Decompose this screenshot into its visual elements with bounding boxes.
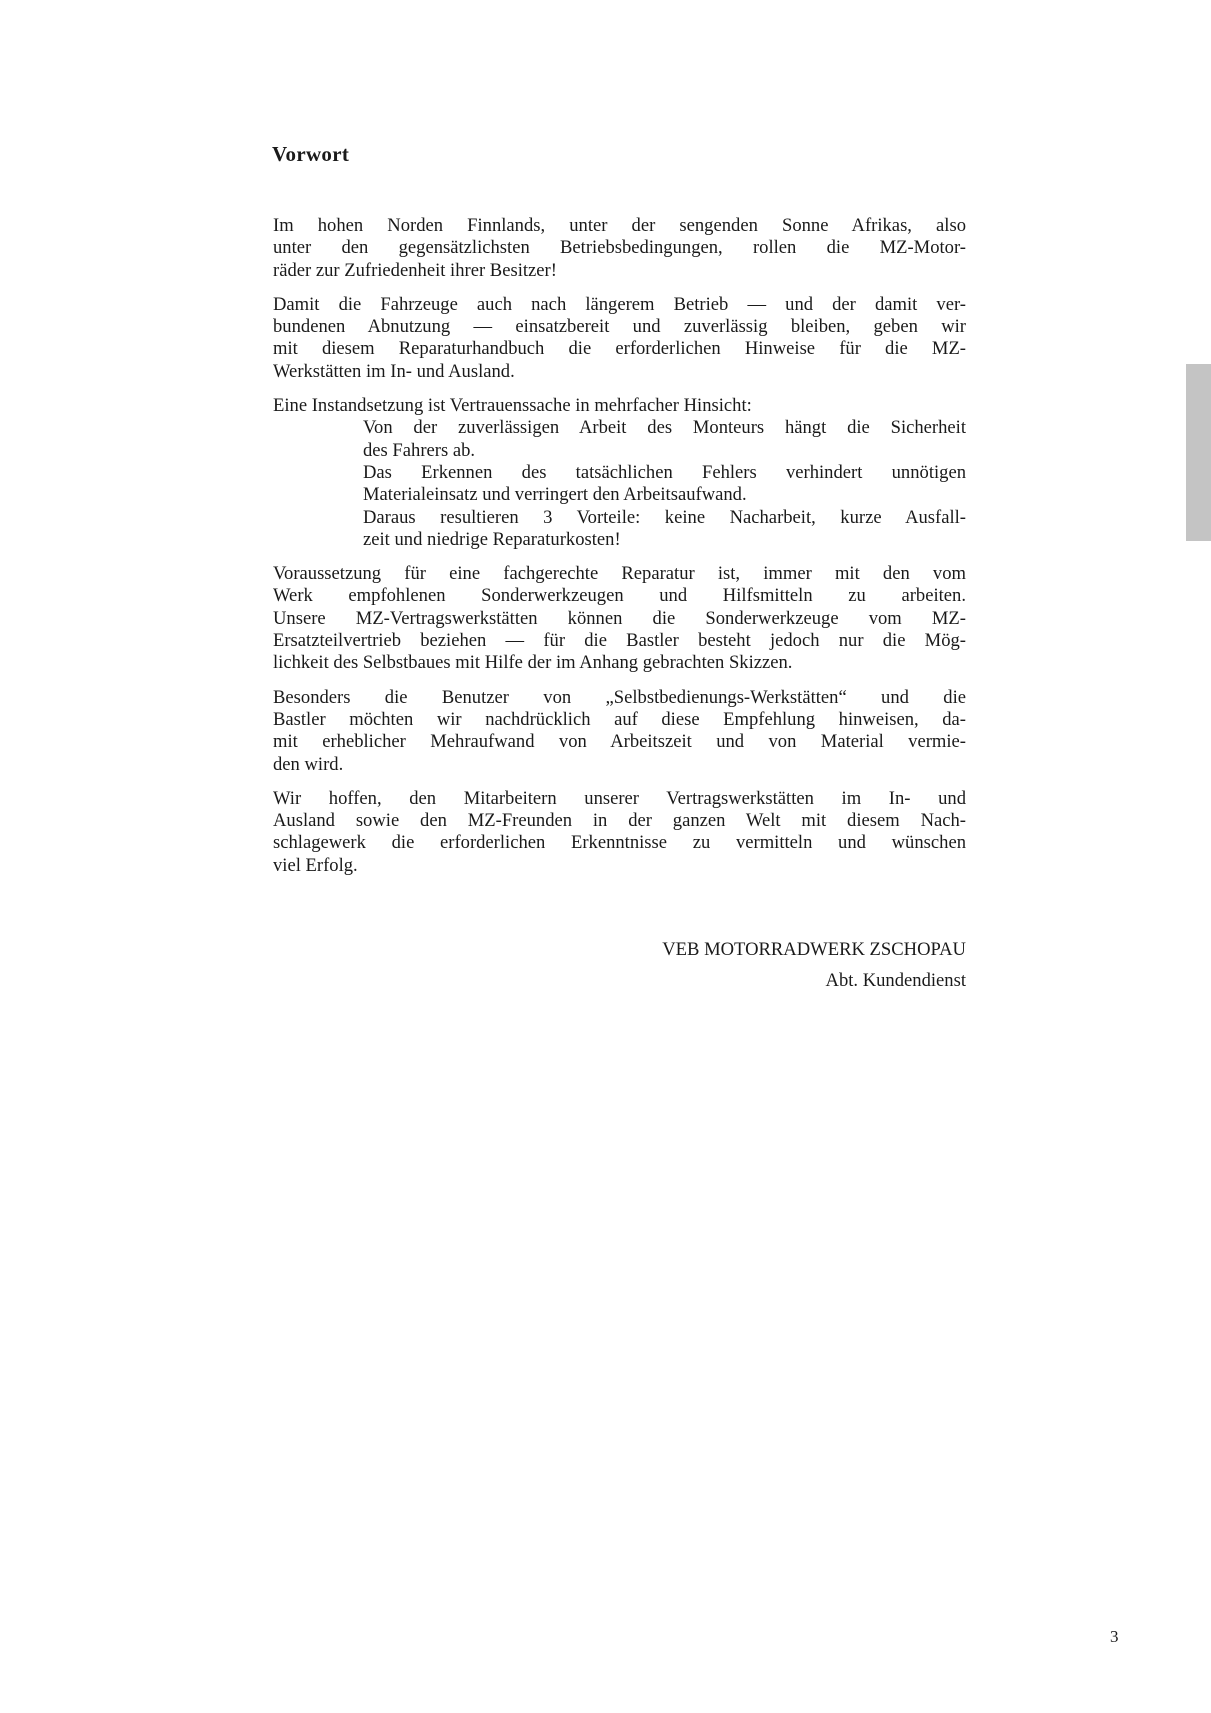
paragraph-line: mit erheblicher Mehraufwand von Arbeitszeit und von Material vermie- bbox=[273, 731, 966, 753]
indented-line: zeit und niedrige Reparaturkosten! bbox=[363, 528, 621, 550]
paragraph-line: Bastler möchten wir nachdrücklich auf diese Empfehlung hinweisen, da- bbox=[273, 708, 966, 730]
page-number: 3 bbox=[1110, 1627, 1119, 1646]
paragraph-4 bbox=[273, 563, 966, 674]
signature-company: VEB MOTORRADWERK ZSCHOPAU bbox=[662, 939, 966, 960]
paragraph-1 bbox=[273, 215, 966, 282]
paragraph-line: mit diesem Reparaturhandbuch die erforderlichen Hinweise für die MZ- bbox=[273, 338, 966, 360]
thumb-index-tab bbox=[1186, 364, 1211, 541]
paragraph-line: Im hohen Norden Finnlands, unter der sengenden Sonne Afrikas, also bbox=[273, 215, 966, 236]
paragraph-2 bbox=[273, 294, 966, 383]
paragraph-line: Besonders die Benutzer von „Selbstbedienungs-Werkstätten“ und die bbox=[273, 686, 966, 708]
indented-list bbox=[363, 417, 966, 551]
page-title: Vorwort bbox=[272, 142, 350, 166]
paragraph-line: Ersatzteilvertrieb beziehen — für die Bastler besteht jedoch nur die Mög- bbox=[273, 630, 966, 652]
paragraph-line: viel Erfolg. bbox=[273, 854, 358, 876]
paragraph-line: Wir hoffen, den Mitarbeitern unserer Vertragswerkstätten im In- und bbox=[273, 787, 966, 809]
paragraph-5 bbox=[273, 687, 966, 776]
paragraph-line: den wird. bbox=[273, 753, 344, 775]
indented-line: Das Erkennen des tatsächlichen Fehlers verhindert unnötigen bbox=[363, 461, 966, 483]
paragraph-line: Werkstätten im In- und Ausland. bbox=[273, 360, 515, 382]
paragraph-line: unter den gegensätzlichsten Betriebsbedingungen, rollen die MZ-Motor- bbox=[273, 237, 966, 259]
paragraph-line: Werk empfohlenen Sonderwerkzeugen und Hilfsmitteln zu arbeiten. bbox=[273, 585, 966, 607]
paragraph-line: bundenen Abnutzung — einsatzbereit und zuverlässig bleiben, geben wir bbox=[273, 316, 966, 338]
paragraph-3: Eine Instandsetzung ist Vertrauenssache in mehrfacher Hinsicht: bbox=[273, 395, 752, 417]
paragraph-line: Damit die Fahrzeuge auch nach längerem Betrieb — und der damit ver- bbox=[273, 293, 966, 315]
signature-block bbox=[662, 934, 966, 996]
paragraph-6 bbox=[273, 788, 966, 877]
paragraph-line: Unsere MZ-Vertragswerkstätten können die Sonderwerkzeuge vom MZ- bbox=[273, 607, 966, 629]
paragraph-line: lichkeit des Selbstbaues mit Hilfe der im Anhang gebrachten Skizzen. bbox=[273, 652, 793, 674]
indented-line: Materialeinsatz und verringert den Arbeitsaufwand. bbox=[363, 484, 747, 506]
foreword-body bbox=[273, 215, 966, 877]
indented-line: des Fahrers ab. bbox=[363, 439, 476, 461]
paragraph-line: Ausland sowie den MZ-Freunden in der ganzen Welt mit diesem Nach- bbox=[273, 810, 966, 832]
paragraph-line: schlagewerk die erforderlichen Erkenntnisse zu vermitteln und wünschen bbox=[273, 832, 966, 854]
indented-line: Von der zuverlässigen Arbeit des Monteurs hängt die Sicherheit bbox=[363, 417, 966, 439]
paragraph-line: räder zur Zufriedenheit ihrer Besitzer! bbox=[273, 259, 557, 281]
paragraph-line: Voraussetzung für eine fachgerechte Reparatur ist, immer mit den vom bbox=[273, 563, 966, 585]
indented-line: Daraus resultieren 3 Vorteile: keine Nacharbeit, kurze Ausfall- bbox=[363, 506, 966, 528]
signature-department: Abt. Kundendienst bbox=[825, 970, 966, 991]
